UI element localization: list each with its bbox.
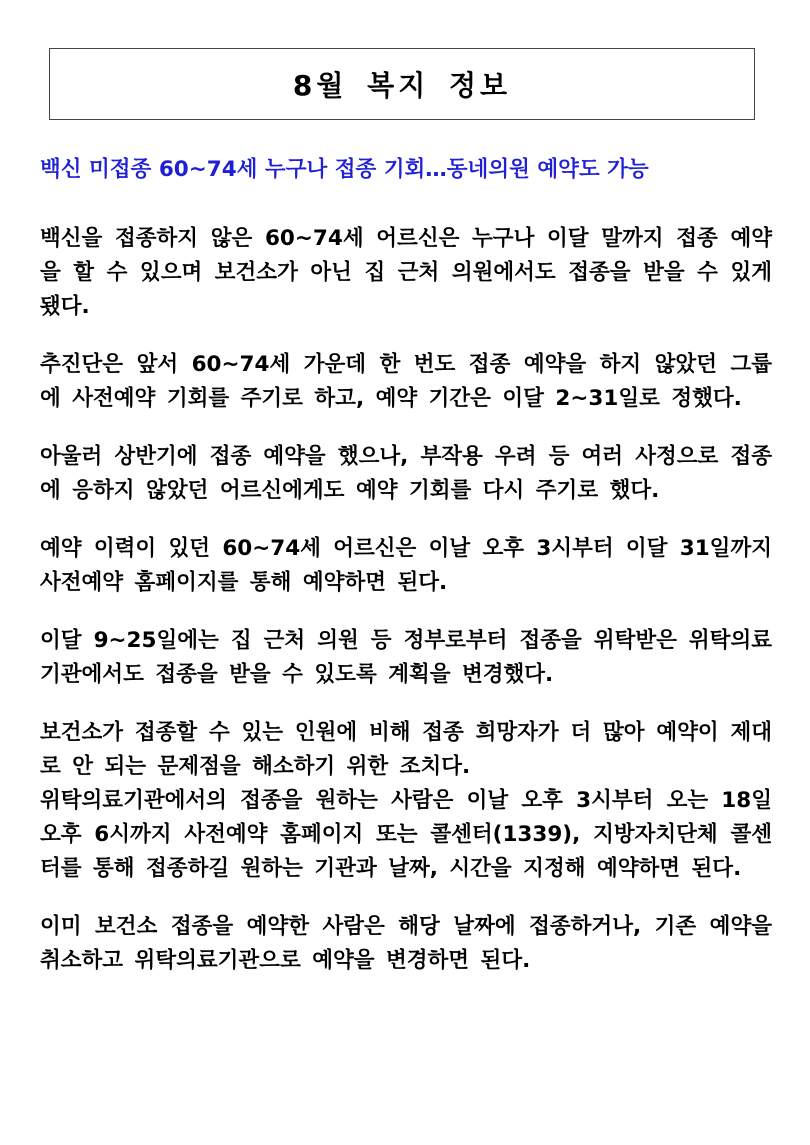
- paragraph-2: 추진단은 앞서 60~74세 가운데 한 번도 접종 예약을 하지 않았던 그룹에 사전예약 기회를 주기로 하고, 예약 기간은 이달 2~31일로 정했다.: [40, 352, 772, 411]
- paragraph-5: 이달 9~25일에는 집 근처 의원 등 정부로부터 접종을 위탁받은 위탁의료기관에서도 접종을 받을 수 있도록 계획을 변경했다.: [40, 628, 772, 687]
- article-headline: 백신 미접종 60~74세 누구나 접종 기회…동네의원 예약도 가능: [40, 157, 649, 182]
- paragraph-8: 이미 보건소 접종을 예약한 사람은 해당 날짜에 접종하거나, 기존 예약을 취소하고 위탁의료기관으로 예약을 변경하면 된다.: [40, 914, 772, 973]
- paragraph-7: 위탁의료기관에서의 접종을 원하는 사람은 이날 오후 3시부터 오는 18일 오후 6시까지 사전예약 홈페이지 또는 콜센터(1339), 지방자치단체 콜센터를 통해 접종하길 원하는 기관과 날짜, 시간을 지정해 예약하면 된다.: [40, 788, 772, 881]
- article-body: [40, 222, 772, 1002]
- paragraph-6: 보건소가 접종할 수 있는 인원에 비해 접종 희망자가 더 많아 예약이 제대로 안 되는 문제점을 해소하기 위한 조치다.: [40, 720, 772, 779]
- paragraph-1: 백신을 접종하지 않은 60~74세 어르신은 누구나 이달 말까지 접종 예약을 할 수 있으며 보건소가 아닌 집 근처 의원에서도 접종을 받을 수 있게 됐다.: [40, 226, 772, 319]
- paragraph-3: 아울러 상반기에 접종 예약을 했으나, 부작용 우려 등 여러 사정으로 접종에 응하지 않았던 어르신에게도 예약 기회를 다시 주기로 했다.: [40, 444, 772, 503]
- paragraph-4: 예약 이력이 있던 60~74세 어르신은 이날 오후 3시부터 이달 31일까지 사전예약 홈페이지를 통해 예약하면 된다.: [40, 536, 772, 595]
- page-title: 8월 복지 정보: [292, 69, 512, 102]
- title-box: [49, 48, 755, 120]
